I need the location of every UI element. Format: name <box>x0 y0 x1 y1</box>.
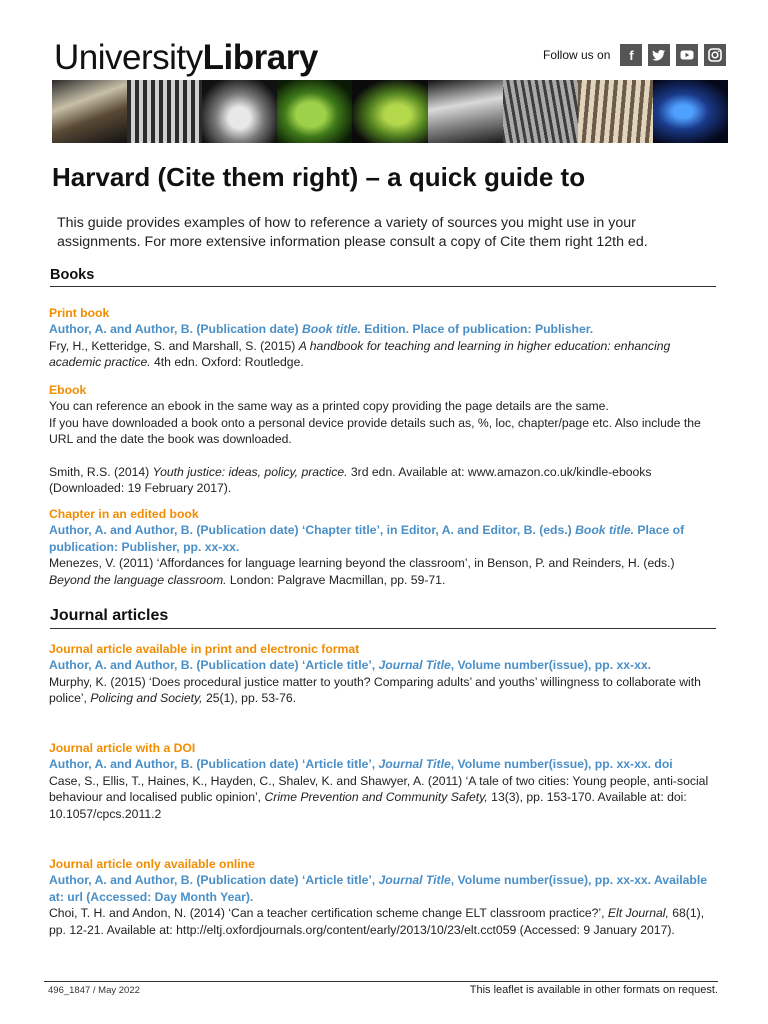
example-text: 13(3), pp. 153-170. Available at: doi: 10.1057/cpcs.2011.2 <box>49 790 687 821</box>
journal-print-example <box>49 674 716 707</box>
header-banner-image <box>52 80 728 143</box>
journal-online-label: Journal article only available online <box>49 857 255 871</box>
format-text: , Volume number(issue), pp. xx-xx. <box>450 658 652 673</box>
format-text: Place of publication: Publisher, pp. xx-xx. <box>49 523 685 554</box>
format-text: Edition. Place of publication: Publisher. <box>360 322 594 337</box>
logo-text-library: Library <box>202 38 318 77</box>
journal-print-format <box>49 657 716 673</box>
journal-doi-format <box>49 756 716 772</box>
example-text: 4th edn. Oxford: Routledge. <box>150 355 304 370</box>
example-italic: Youth justice: ideas, policy, practice. <box>152 464 348 479</box>
chapter-entry <box>49 506 716 588</box>
ebook-entry <box>49 382 716 496</box>
chapter-format <box>49 522 716 555</box>
instagram-icon[interactable] <box>704 44 726 66</box>
page-title: Harvard (Cite them right) – a quick guide to <box>52 162 586 192</box>
print-book-label: Print book <box>49 306 110 320</box>
facebook-icon[interactable]: f <box>620 44 642 66</box>
example-text: Fry, H., Ketteridge, S. and Marshall, S. (2015) <box>49 338 299 353</box>
follow-label: Follow us on <box>543 48 611 62</box>
journals-heading: Journal articles <box>50 607 716 629</box>
format-text: Author, A. and Author, B. (Publication date) <box>49 322 302 337</box>
chapter-example <box>49 555 716 588</box>
example-text: Murphy, K. (2015) ‘Does procedural justice matter to youth? Comparing adults’ and youths’ willingness to collaborate with police’, <box>49 674 701 706</box>
intro-paragraph: This guide provides examples of how to reference a variety of sources you might use in your assignments. For more extensive information please consult a copy of Cite them right 12th ed. <box>57 215 648 250</box>
format-italic: Book title. <box>302 322 361 337</box>
journal-online-entry <box>49 856 716 938</box>
example-italic: Elt Journal, <box>607 906 669 921</box>
format-italic: Journal Title <box>378 658 451 673</box>
footer-note: This leaflet is available in other formats on request. <box>469 984 718 996</box>
format-text: Author, A. and Author, B. (Publication date) ‘Article title’, <box>49 658 379 673</box>
example-text: 3rd edn. Available at: www.amazon.co.uk/kindle-ebooks (Downloaded: 19 February 2017). <box>49 464 652 496</box>
banner-building-image <box>127 80 202 143</box>
example-italic: A handbook for teaching and learning in higher education: enhancing academic practice. <box>49 338 671 370</box>
print-book-example <box>49 338 716 371</box>
example-text: 68(1), pp. 12-21. Available at: http://eltj.oxfordjournals.org/content/early/2013/10/23/elt.cct059 (Accessed: 9 January 2017). <box>49 906 705 937</box>
journal-print-entry <box>49 641 716 707</box>
journal-doi-label: Journal article with a DOI <box>49 741 196 755</box>
banner-laptop-image <box>428 80 503 143</box>
ebook-label: Ebook <box>49 383 87 397</box>
example-text: 25(1), pp. 53-76. <box>202 691 297 706</box>
logo-text-university: University <box>54 38 203 77</box>
journal-online-example <box>49 905 716 938</box>
format-italic: Journal Title <box>378 757 451 772</box>
books-section <box>50 267 716 287</box>
twitter-icon[interactable] <box>648 44 670 66</box>
banner-leaf-image <box>277 80 352 143</box>
banner-brain-image <box>653 80 728 143</box>
example-text: Case, S., Ellis, T., Haines, K., Hayden, C., Shalev, K. and Shawyer, A. (2011) ‘A tale of two cities: Young people, anti-social behaviour and localised public opinion’, <box>49 773 709 805</box>
ebook-line-1: You can reference an ebook in the same way as a printed copy providing the page details are the same. <box>49 399 609 414</box>
print-book-entry <box>49 305 716 371</box>
print-book-format <box>49 321 716 337</box>
journal-print-label: Journal article available in print and electronic format <box>49 642 360 656</box>
format-text: , Volume number(issue), pp. xx-xx. doi <box>450 757 673 772</box>
banner-books-image <box>52 80 127 143</box>
university-library-logo[interactable] <box>54 38 318 78</box>
format-italic: Journal Title <box>378 873 451 888</box>
books-heading: Books <box>50 267 716 287</box>
journal-doi-entry <box>49 740 716 822</box>
ebook-example <box>49 464 716 497</box>
format-italic: Book title. <box>575 523 635 538</box>
banner-structure-image <box>202 80 277 143</box>
example-italic: Crime Prevention and Community Safety, <box>264 790 488 805</box>
example-italic: Beyond the language classroom. <box>49 572 227 587</box>
footer-divider <box>44 981 718 982</box>
journal-online-format <box>49 872 716 905</box>
banner-tubes-image <box>503 80 578 143</box>
example-text: Smith, R.S. (2014) <box>49 464 153 479</box>
example-text: London: Palgrave Macmillan, pp. 59-71. <box>226 572 446 587</box>
journals-section <box>50 607 716 629</box>
format-text: Author, A. and Author, B. (Publication date) ‘Chapter title’, in Editor, A. and Editor, B. (eds.) <box>49 523 576 538</box>
footer-code: 496_1847 / May 2022 <box>48 985 140 996</box>
ebook-line-2: If you have downloaded a book onto a personal device provide details such as, %, loc, chapter/page etc. Also include the URL and the date the book was downloaded. <box>49 415 701 447</box>
format-text: Author, A. and Author, B. (Publication date) ‘Article title’, <box>49 873 379 888</box>
banner-plant-image <box>352 80 427 143</box>
example-text: Menezes, V. (2011) ‘Affordances for language learning beyond the classroom’, in Benson, P. and Reinders, H. (eds.) <box>49 556 675 571</box>
chapter-label: Chapter in an edited book <box>49 507 199 521</box>
format-text: Author, A. and Author, B. (Publication date) ‘Article title’, <box>49 757 379 772</box>
example-text: Choi, T. H. and Andon, N. (2014) ‘Can a teacher certification scheme change ELT classroom practice?’, <box>49 906 608 921</box>
format-text: , Volume number(issue), pp. xx-xx. Available at: url (Accessed: Day Month Year). <box>49 873 708 904</box>
banner-brushes-image <box>578 80 653 143</box>
youtube-icon[interactable] <box>676 44 698 66</box>
social-follow <box>543 44 726 66</box>
example-italic: Policing and Society, <box>90 691 203 706</box>
journal-doi-example <box>49 773 716 822</box>
